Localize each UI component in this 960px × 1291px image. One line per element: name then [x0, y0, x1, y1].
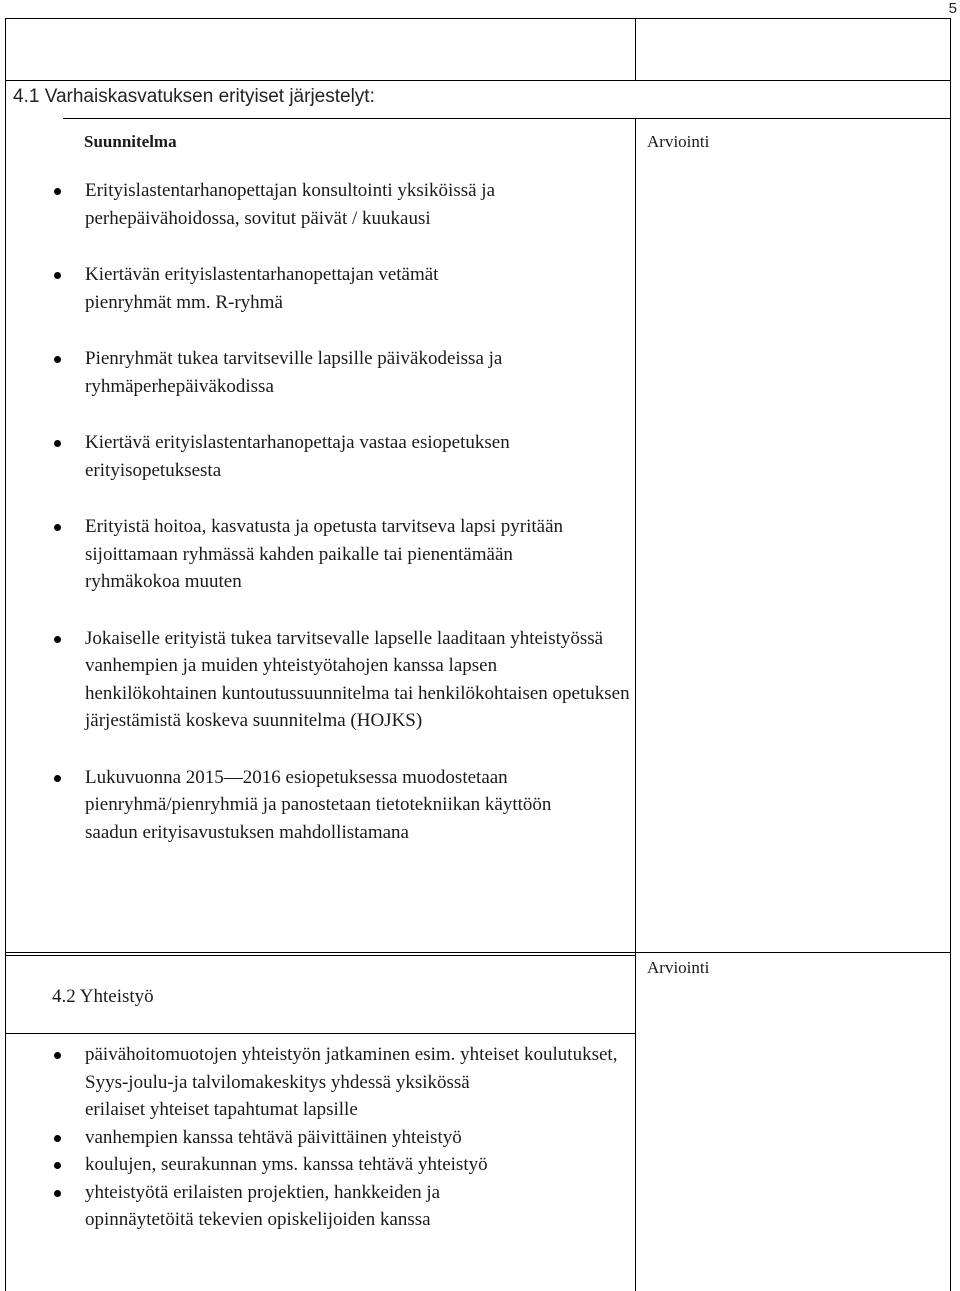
section-42-divider-left: [5, 955, 636, 956]
list-item: Lukuvuonna 2015—2016 esiopetuksessa muodostetaan pienryhmä/pienryhmiä ja panostetaan tietotekniikan käyttöön saadun erityisavustuksen mahdollistamana: [60, 764, 605, 847]
top-column-divider: [635, 18, 636, 81]
header-row-divider: [5, 80, 951, 81]
list-item: yhteistyötä erilaisten projektien, hankkeiden ja opinnäytetöitä tekevien opiskelijoiden kanssa: [60, 1179, 545, 1234]
table-top-border: [5, 18, 951, 19]
list-item: [60, 1041, 630, 1124]
section-divider: [5, 952, 951, 953]
section-42-evaluation-heading: Arviointi: [647, 958, 710, 977]
list-item: vanhempien kanssa tehtävä päivittäinen yhteistyö: [60, 1124, 630, 1152]
plan-header-line: [63, 118, 951, 119]
section-41-heading: 4.1 Varhaiskasvatuksen erityiset järjestelyt:: [13, 86, 375, 107]
section-42-heading-underline: [5, 1033, 636, 1034]
evaluation-column-divider: [635, 118, 636, 953]
list-item: koulujen, seurakunnan yms. kanssa tehtävä yhteistyö: [60, 1151, 630, 1179]
list-item: Kiertävä erityislastentarhanopettaja vastaa esiopetuksen erityisopetuksesta: [60, 429, 630, 484]
list-item-line: Syys-joulu-ja talvilomakeskitys yhdessä yksikössä: [85, 1071, 470, 1093]
table-left-border: [5, 18, 6, 1291]
list-item: Erityistä hoitoa, kasvatusta ja opetusta tarvitseva lapsi pyritään sijoittamaan ryhmässä kahden paikalle tai pienentämään ryhmäkokoa muuten: [60, 513, 595, 596]
section-42-list: [60, 1041, 630, 1234]
list-item: Pienryhmät tukea tarvitseville lapsille päiväkodeissa ja ryhmäperhepäiväkodissa: [60, 345, 630, 400]
list-item-line: erilaiset yhteiset tapahtumat lapsille: [85, 1099, 358, 1120]
section-41-list: [60, 177, 630, 846]
list-item-line: päivähoitomuotojen yhteistyön jatkaminen esim. yhteiset koulutukset,: [85, 1044, 618, 1065]
list-item: Jokaiselle erityistä tukea tarvitsevalle lapselle laaditaan yhteistyössä vanhempien ja muiden yhteistyötahojen kanssa lapsen henkilökohtainen kuntoutussuunnitelma tai henkilökohtaisen opetuksen järjestämistä koskeva suunnitelma (HOJKS): [60, 625, 630, 735]
page-number: 5: [948, 0, 957, 17]
section-42-column-divider: [635, 952, 636, 1291]
list-item: Erityislastentarhanopettajan konsultointi yksiköissä ja perhepäivähoidossa, sovitut päivät / kuukausi: [60, 177, 630, 232]
section-42-heading: 4.2 Yhteistyö: [52, 986, 154, 1007]
list-item: Kiertävän erityislastentarhanopettajan vetämät pienryhmät mm. R-ryhmä: [60, 261, 515, 316]
table-right-border: [950, 18, 951, 1291]
plan-heading: Suunnitelma: [84, 132, 177, 151]
evaluation-heading: Arviointi: [647, 132, 710, 151]
